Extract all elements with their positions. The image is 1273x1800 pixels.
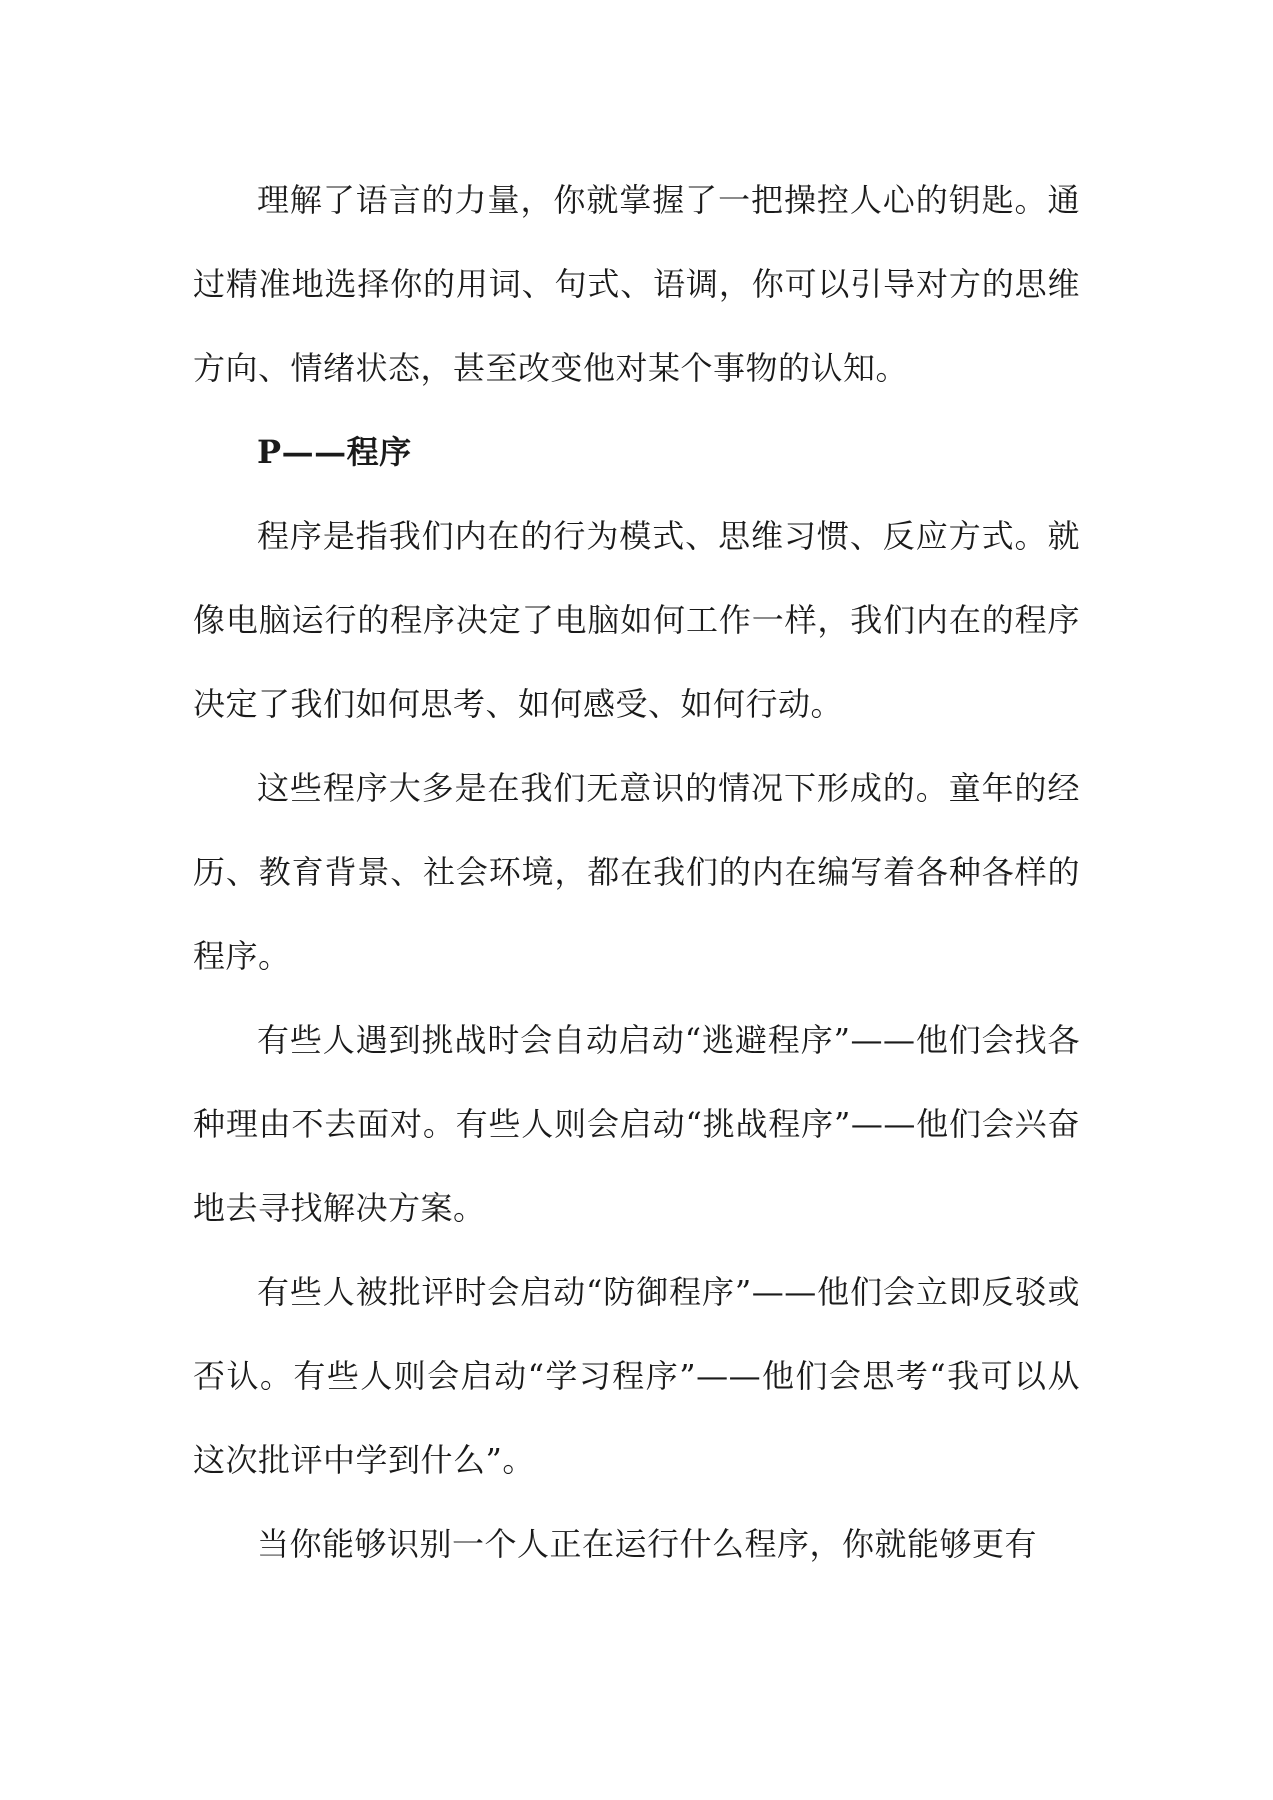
paragraph-criticism-programs: 有些人被批评时会启动“防御程序”——他们会立即反驳或否认。有些人则会启动“学习程序”——他们会思考“我可以从这次批评中学到什么”。 [193,1273,1080,1479]
paragraph-program-definition: 程序是指我们内在的行为模式、思维习惯、反应方式。就像电脑运行的程序决定了电脑如何工作一样，我们内在的程序决定了我们如何思考、如何感受、如何行动。 [193,517,1080,723]
paragraph-challenge-programs: 有些人遇到挑战时会自动启动“逃避程序”——他们会找各种理由不去面对。有些人则会启动“挑战程序”——他们会兴奋地去寻找解决方案。 [193,1021,1080,1227]
paragraph-language-power: 理解了语言的力量，你就掌握了一把操控人心的钥匙。通过精准地选择你的用词、句式、语调，你可以引导对方的思维方向、情绪状态，甚至改变他对某个事物的认知。 [193,181,1080,387]
section-heading-program: P——程序 [257,433,412,471]
document-body [193,158,1080,1586]
paragraph-identify-program: 当你能够识别一个人正在运行什么程序，你就能够更有 [257,1525,1038,1563]
paragraph-program-origin: 这些程序大多是在我们无意识的情况下形成的。童年的经历、教育背景、社会环境，都在我们的内在编写着各种各样的程序。 [193,769,1080,975]
